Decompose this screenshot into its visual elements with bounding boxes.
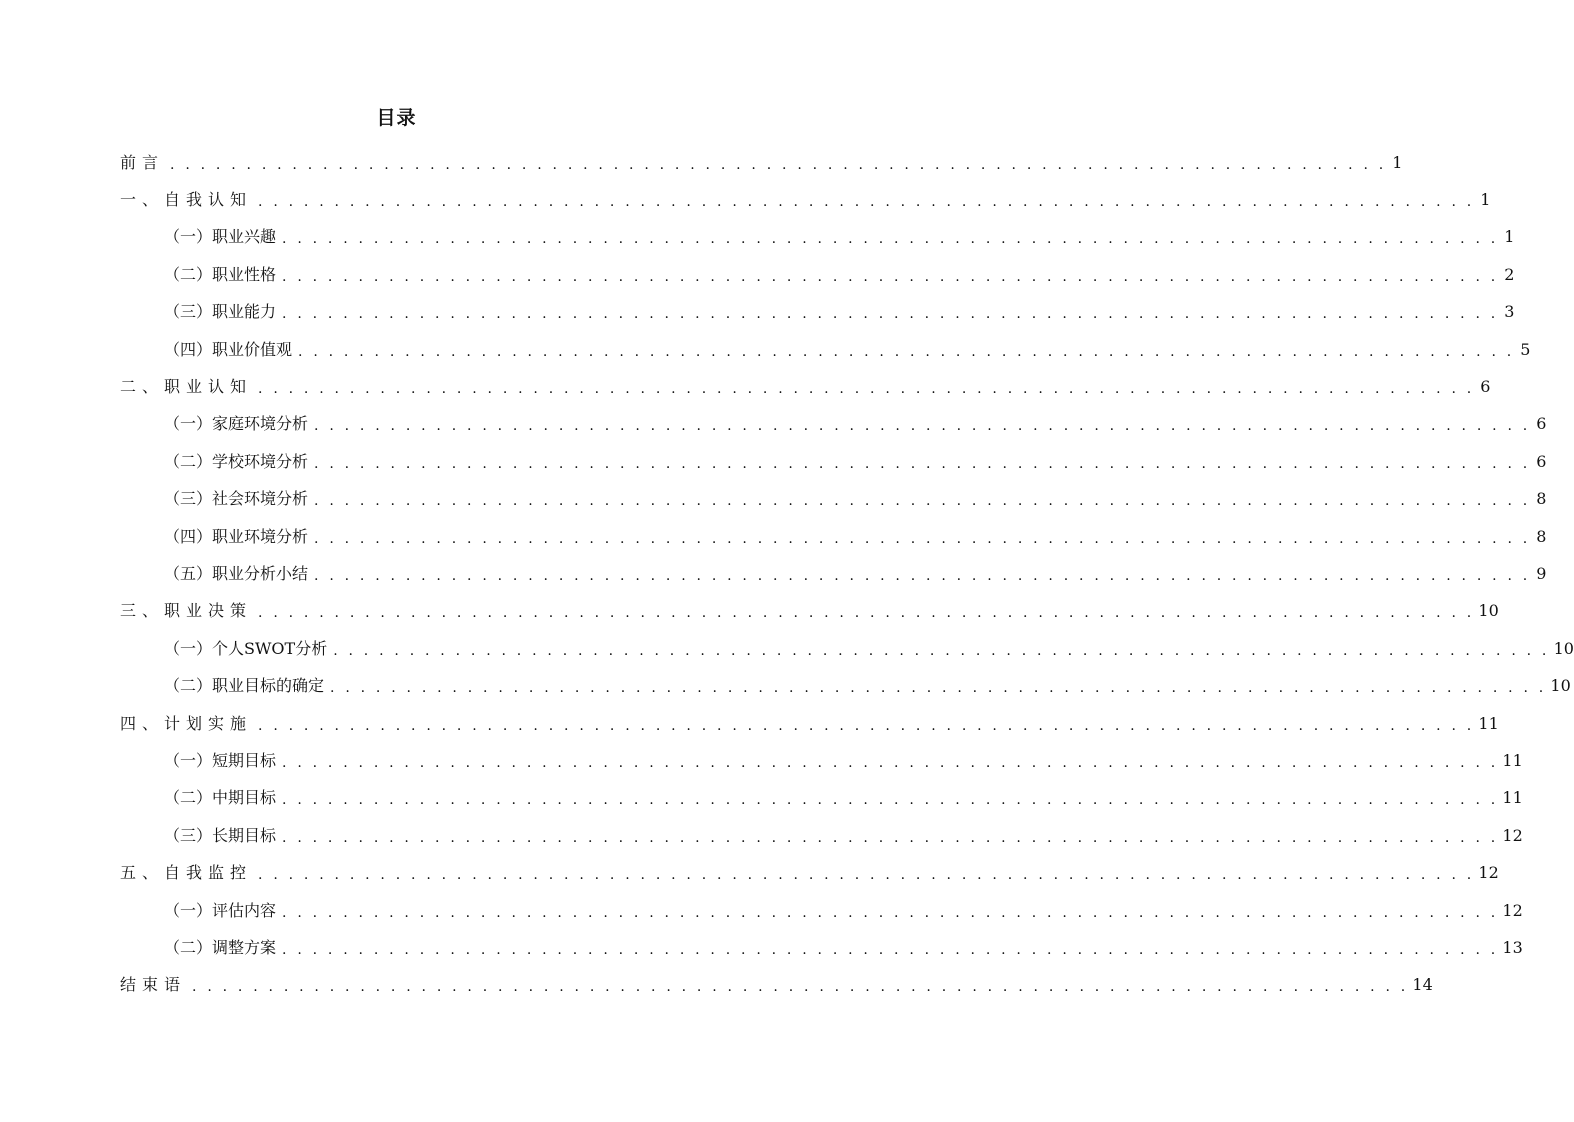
toc-entry-page-number: 11 bbox=[1478, 713, 1499, 733]
toc-entry[interactable] bbox=[120, 555, 1547, 592]
toc-entry-label: 三、职业决策 bbox=[120, 601, 253, 621]
toc-entry-page-number: 11 bbox=[1502, 750, 1523, 770]
toc-entry-page-number: 5 bbox=[1520, 339, 1531, 359]
toc-entry-page-number: 6 bbox=[1480, 377, 1491, 397]
toc-entry[interactable] bbox=[120, 780, 1523, 817]
toc-entry[interactable] bbox=[120, 929, 1523, 966]
toc-entry-page-number: 12 bbox=[1502, 825, 1523, 845]
toc-entry[interactable] bbox=[120, 144, 1403, 181]
toc-entry[interactable] bbox=[120, 443, 1547, 480]
toc-entry-page-number: 9 bbox=[1536, 563, 1547, 583]
dot-leader: . . . . . . . . . . . . . . . . . . . . . . . . . . . . . . . . . . . . . . . . . . . . . . . . . . . . . . . . . . . . . . . . . . . . . . . . . . . . . . . . bbox=[282, 268, 1499, 285]
table-of-contents bbox=[120, 144, 1574, 1004]
toc-entry[interactable] bbox=[120, 742, 1523, 779]
dot-leader: . . . . . . . . . . . . . . . . . . . . . . . . . . . . . . . . . . . . . . . . . . . . . . . . . . . . . . . . . . . . . . . . . . . . . . . . . . . . . . . . bbox=[282, 829, 1499, 846]
dot-leader: . . . . . . . . . . . . . . . . . . . . . . . . . . . . . . . . . . . . . . . . . . . . . . . . . . . . . . . . . . . . . . . . . . . . . . . . . . . . . . . . bbox=[282, 941, 1499, 958]
toc-entry[interactable] bbox=[120, 294, 1515, 331]
toc-entry-label: （二）调整方案 bbox=[164, 937, 277, 957]
toc-entry[interactable] bbox=[120, 967, 1433, 1004]
dot-leader: . . . . . . . . . . . . . . . . . . . . . . . . . . . . . . . . . . . . . . . . . . . . . . . . . . . . . . . . . . . . . . . . . . . . . . . . . . . . . . . . bbox=[314, 530, 1531, 547]
toc-entry-label: （五）职业分析小结 bbox=[164, 563, 309, 583]
toc-entry-label: （一）评估内容 bbox=[164, 900, 277, 920]
toc-entry[interactable] bbox=[120, 518, 1547, 555]
toc-entry[interactable] bbox=[120, 892, 1523, 929]
dot-leader: . . . . . . . . . . . . . . . . . . . . . . . . . . . . . . . . . . . . . . . . . . . . . . . . . . . . . . . . . . . . . . . . . . . . . . . . . . . . . . . . bbox=[258, 381, 1475, 398]
toc-entry[interactable] bbox=[120, 256, 1515, 293]
toc-entry-label: （一）个人SWOT分析 bbox=[164, 638, 328, 658]
toc-entry[interactable] bbox=[120, 481, 1547, 518]
dot-leader: . . . . . . . . . . . . . . . . . . . . . . . . . . . . . . . . . . . . . . . . . . . . . . . . . . . . . . . . . . . . . . . . . . . . . . . . . . . . . . . . bbox=[282, 904, 1499, 921]
toc-entry-label: （二）职业性格 bbox=[164, 264, 277, 284]
dot-leader: . . . . . . . . . . . . . . . . . . . . . . . . . . . . . . . . . . . . . . . . . . . . . . . . . . . . . . . . . . . . . . . . . . . . . . . . . . . . . . . . bbox=[258, 194, 1475, 211]
toc-entry[interactable] bbox=[120, 368, 1491, 405]
toc-entry-page-number: 10 bbox=[1478, 601, 1499, 621]
toc-entry-label: （二）职业目标的确定 bbox=[164, 676, 325, 696]
dot-leader: . . . . . . . . . . . . . . . . . . . . . . . . . . . . . . . . . . . . . . . . . . . . . . . . . . . . . . . . . . . . . . . . . . . . . . . . . . . . . . . . bbox=[314, 455, 1531, 472]
toc-entry-page-number: 10 bbox=[1550, 676, 1571, 696]
toc-entry-label: 前言 bbox=[120, 152, 165, 172]
dot-leader: . . . . . . . . . . . . . . . . . . . . . . . . . . . . . . . . . . . . . . . . . . . . . . . . . . . . . . . . . . . . . . . . . . . . . . . . . . . . . . . . bbox=[330, 680, 1547, 697]
dot-leader: . . . . . . . . . . . . . . . . . . . . . . . . . . . . . . . . . . . . . . . . . . . . . . . . . . . . . . . . . . . . . . . . . . . . . . . . . . . . . . . . bbox=[258, 717, 1475, 734]
toc-entry-page-number: 2 bbox=[1504, 264, 1515, 284]
toc-entry[interactable] bbox=[120, 817, 1523, 854]
toc-entry-label: （一）职业兴趣 bbox=[164, 227, 277, 247]
toc-entry-page-number: 1 bbox=[1504, 227, 1515, 247]
toc-entry-page-number: 8 bbox=[1536, 526, 1547, 546]
toc-entry-label: （四）职业环境分析 bbox=[164, 526, 309, 546]
toc-entry-page-number: 1 bbox=[1480, 190, 1491, 210]
toc-entry-page-number: 11 bbox=[1502, 788, 1523, 808]
toc-entry-page-number: 1 bbox=[1392, 152, 1403, 172]
toc-entry-page-number: 12 bbox=[1478, 863, 1499, 883]
dot-leader: . . . . . . . . . . . . . . . . . . . . . . . . . . . . . . . . . . . . . . . . . . . . . . . . . . . . . . . . . . . . . . . . . . . . . . . . . . . . . . . . bbox=[314, 567, 1531, 584]
toc-entry[interactable] bbox=[120, 219, 1515, 256]
toc-entry[interactable] bbox=[120, 406, 1547, 443]
toc-entry-label: （二）中期目标 bbox=[164, 788, 277, 808]
dot-leader: . . . . . . . . . . . . . . . . . . . . . . . . . . . . . . . . . . . . . . . . . . . . . . . . . . . . . . . . . . . . . . . . . . . . . . . . . . . . . . . . bbox=[314, 418, 1531, 435]
toc-entry[interactable] bbox=[120, 705, 1499, 742]
toc-entry[interactable] bbox=[120, 630, 1574, 667]
toc-entry-page-number: 14 bbox=[1412, 975, 1433, 995]
toc-entry-label: （四）职业价值观 bbox=[164, 339, 293, 359]
toc-entry-page-number: 8 bbox=[1536, 489, 1547, 509]
toc-entry-label: 四、计划实施 bbox=[120, 713, 253, 733]
toc-entry-label: （三）职业能力 bbox=[164, 302, 277, 322]
toc-entry[interactable] bbox=[120, 181, 1491, 218]
toc-entry-page-number: 13 bbox=[1502, 937, 1523, 957]
toc-entry-label: （三）社会环境分析 bbox=[164, 489, 309, 509]
toc-entry[interactable] bbox=[120, 667, 1571, 704]
toc-entry-label: 二、职业认知 bbox=[120, 377, 253, 397]
dot-leader: . . . . . . . . . . . . . . . . . . . . . . . . . . . . . . . . . . . . . . . . . . . . . . . . . . . . . . . . . . . . . . . . . . . . . . . . . . . . . . . . bbox=[170, 156, 1387, 173]
toc-entry-label: （三）长期目标 bbox=[164, 825, 277, 845]
toc-entry-page-number: 12 bbox=[1502, 900, 1523, 920]
toc-entry-label: （一）短期目标 bbox=[164, 750, 277, 770]
dot-leader: . . . . . . . . . . . . . . . . . . . . . . . . . . . . . . . . . . . . . . . . . . . . . . . . . . . . . . . . . . . . . . . . . . . . . . . . . . . . . . . . bbox=[314, 493, 1531, 510]
toc-entry-page-number: 6 bbox=[1536, 414, 1547, 434]
dot-leader: . . . . . . . . . . . . . . . . . . . . . . . . . . . . . . . . . . . . . . . . . . . . . . . . . . . . . . . . . . . . . . . . . . . . . . . . . . . . . . . . bbox=[282, 231, 1499, 248]
dot-leader: . . . . . . . . . . . . . . . . . . . . . . . . . . . . . . . . . . . . . . . . . . . . . . . . . . . . . . . . . . . . . . . . . . . . . . . . . . . . . . . . bbox=[333, 642, 1550, 659]
dot-leader: . . . . . . . . . . . . . . . . . . . . . . . . . . . . . . . . . . . . . . . . . . . . . . . . . . . . . . . . . . . . . . . . . . . . . . . . . . . . . . . . bbox=[282, 792, 1499, 809]
dot-leader: . . . . . . . . . . . . . . . . . . . . . . . . . . . . . . . . . . . . . . . . . . . . . . . . . . . . . . . . . . . . . . . . . . . . . . . . . . . . . . . . bbox=[192, 979, 1409, 996]
toc-entry-label: 结束语 bbox=[120, 975, 187, 995]
toc-entry-page-number: 10 bbox=[1553, 638, 1574, 658]
toc-entry-label: （二）学校环境分析 bbox=[164, 451, 309, 471]
page-title: 目录 bbox=[376, 107, 417, 129]
toc-entry-page-number: 6 bbox=[1536, 451, 1547, 471]
dot-leader: . . . . . . . . . . . . . . . . . . . . . . . . . . . . . . . . . . . . . . . . . . . . . . . . . . . . . . . . . . . . . . . . . . . . . . . . . . . . . . . . bbox=[282, 754, 1499, 771]
toc-entry-label: （一）家庭环境分析 bbox=[164, 414, 309, 434]
dot-leader: . . . . . . . . . . . . . . . . . . . . . . . . . . . . . . . . . . . . . . . . . . . . . . . . . . . . . . . . . . . . . . . . . . . . . . . . . . . . . . . . bbox=[298, 343, 1515, 360]
dot-leader: . . . . . . . . . . . . . . . . . . . . . . . . . . . . . . . . . . . . . . . . . . . . . . . . . . . . . . . . . . . . . . . . . . . . . . . . . . . . . . . . bbox=[282, 306, 1499, 323]
toc-entry[interactable] bbox=[120, 593, 1499, 630]
dot-leader: . . . . . . . . . . . . . . . . . . . . . . . . . . . . . . . . . . . . . . . . . . . . . . . . . . . . . . . . . . . . . . . . . . . . . . . . . . . . . . . . bbox=[258, 605, 1475, 622]
toc-entry[interactable] bbox=[120, 331, 1531, 368]
toc-entry-label: 五、自我监控 bbox=[120, 863, 253, 883]
toc-entry-label: 一、自我认知 bbox=[120, 190, 253, 210]
toc-entry[interactable] bbox=[120, 854, 1499, 891]
toc-entry-page-number: 3 bbox=[1504, 302, 1515, 322]
dot-leader: . . . . . . . . . . . . . . . . . . . . . . . . . . . . . . . . . . . . . . . . . . . . . . . . . . . . . . . . . . . . . . . . . . . . . . . . . . . . . . . . bbox=[258, 867, 1475, 884]
